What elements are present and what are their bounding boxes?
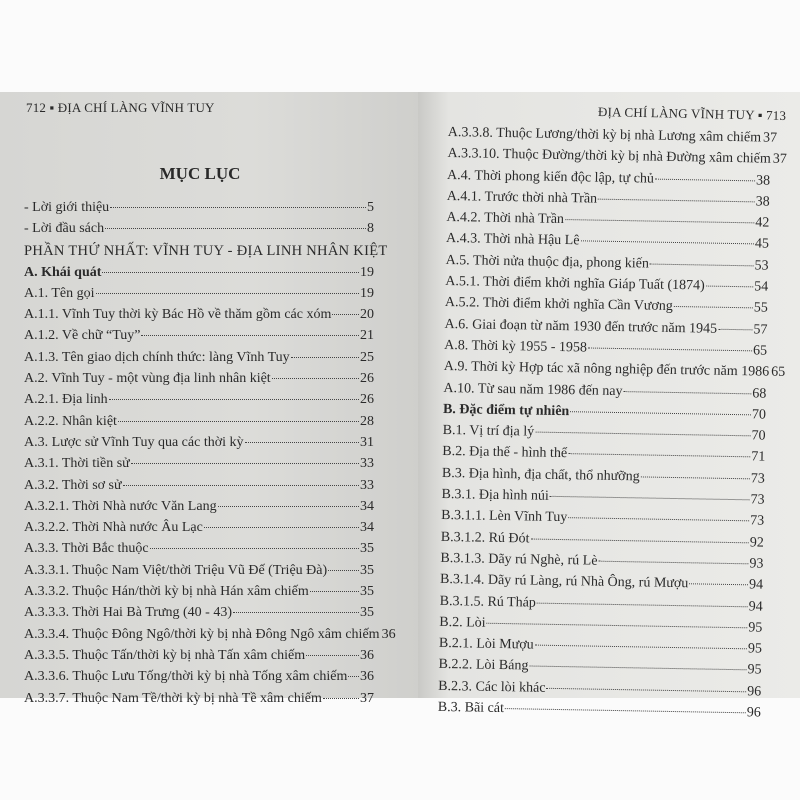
toc-entry-page: 94 — [748, 598, 763, 615]
toc-entry-page: 36 — [360, 647, 374, 663]
dot-leader — [102, 272, 359, 273]
dot-leader — [568, 518, 749, 522]
toc-entry-label: A.3.2.2. Thời Nhà nước Âu Lạc — [24, 520, 203, 536]
toc-entry-label: - Lời đầu sách — [24, 221, 105, 237]
toc-entry — [24, 200, 374, 221]
toc-entry-label: A.9. Thời kỳ Hợp tác xã nông nghiệp đến trước năm 1986 — [443, 359, 770, 380]
dot-leader — [529, 666, 746, 671]
toc-entry-label: A.3.3.7. Thuộc Nam Tề/thời kỳ bị nhà Tề xâm chiếm — [24, 690, 322, 706]
toc-entry-label: B.2.1. Lòi Mượu — [438, 636, 534, 653]
toc-entry-page: 96 — [747, 684, 762, 700]
toc-entry-label: A.3.3.4. Thuộc Đông Ngô/thời kỳ bị nhà Đông Ngô xâm chiếm — [24, 626, 380, 642]
toc-entry-page: 33 — [360, 456, 374, 472]
running-head-left: 712 ▪ ĐỊA CHÍ LÀNG VĨNH TUY — [26, 100, 215, 115]
toc-entry-page: 92 — [749, 534, 764, 551]
dot-leader — [310, 591, 359, 592]
dot-leader — [123, 485, 359, 486]
toc-entry — [24, 520, 374, 541]
toc-entry-page: 33 — [360, 477, 374, 493]
toc-entry-label: A.10. Từ sau năm 1986 đến nay — [443, 380, 623, 399]
dot-leader — [550, 496, 750, 500]
dot-leader — [537, 602, 748, 607]
toc-entry — [24, 392, 374, 413]
toc-entry-label: - Lời giới thiệu — [24, 200, 110, 215]
dot-leader — [598, 199, 755, 203]
dot-leader — [641, 476, 750, 479]
toc-entry-page: 37 — [360, 690, 374, 706]
toc-entry-label: A.4.2. Thời nhà Trần — [446, 210, 565, 228]
toc-entry-page: 35 — [360, 541, 374, 557]
toc-entry — [24, 541, 374, 562]
toc-entry-label: A.2.1. Địa linh — [24, 392, 108, 408]
dot-leader — [718, 328, 752, 330]
toc-entry-page: 55 — [753, 300, 768, 316]
toc-entry-page: 95 — [748, 620, 763, 636]
toc-entry-page: 8 — [367, 221, 374, 237]
dot-leader — [546, 688, 746, 692]
toc-entry-label: A.3.3.6. Thuộc Lưu Tống/thời kỳ bị nhà Tống xâm chiếm — [24, 669, 348, 685]
toc-entry-label: B.3.1. Địa hình núi — [441, 486, 550, 504]
toc-entry-label: A.5.1. Thời điểm khởi nghĩa Giáp Tuất (1874) — [445, 274, 705, 294]
toc-entry-page: 28 — [360, 413, 374, 429]
toc-entry-label: B.3.1.5. Rú Tháp — [439, 593, 537, 611]
toc-entry-label: B.3. Địa hình, địa chất, thổ nhưỡng — [441, 465, 640, 485]
toc-entry-page: 19 — [360, 264, 374, 280]
dot-leader — [624, 391, 752, 394]
toc-entry-page: 54 — [754, 279, 769, 295]
toc-entry-page: 25 — [360, 349, 374, 365]
dot-leader — [505, 708, 746, 713]
dot-leader — [487, 623, 748, 629]
toc-entry-label: B.2. Địa thế - hình thể — [442, 444, 568, 462]
dot-leader — [535, 432, 750, 437]
toc-entry — [24, 265, 374, 286]
toc-entry-page: 20 — [360, 307, 374, 323]
toc-entry-page: 35 — [360, 562, 374, 578]
toc-entry-page: 95 — [747, 662, 762, 678]
toc-entry — [24, 456, 374, 477]
toc-entry-page: 57 — [753, 322, 768, 338]
toc-entry-page: 31 — [360, 434, 374, 450]
toc-right — [437, 125, 787, 727]
toc-entry-label: B.2.2. Lòi Báng — [438, 657, 529, 674]
toc-entry-page: 73 — [750, 513, 765, 529]
dot-leader — [96, 293, 359, 294]
toc-entry-label: A.5. Thời nửa thuộc địa, phong kiến — [445, 252, 650, 272]
toc-entry-label: A.3. Lược sử Vĩnh Tuy qua các thời kỳ — [24, 434, 244, 450]
toc-entry-page: 65 — [752, 343, 768, 359]
toc-entry-label: A.3.3.10. Thuộc Đường/thời kỳ bị nhà Đường xâm chiếm — [447, 146, 771, 167]
toc-entry-page: 71 — [751, 449, 766, 466]
dot-leader — [109, 399, 359, 400]
dot-leader — [150, 548, 359, 549]
right-page — [418, 92, 800, 721]
toc-entry-label: A.3.2. Thời sơ sử — [24, 477, 122, 493]
toc-entry — [24, 286, 374, 307]
toc-entry-page: 26 — [360, 392, 374, 408]
toc-entry-page: 34 — [360, 520, 374, 536]
toc-entry-page: 38 — [755, 194, 770, 210]
dot-leader — [131, 463, 359, 464]
toc-entry-label: A. Khái quát — [24, 264, 102, 280]
toc-entry-page: 38 — [755, 172, 771, 189]
toc-entry-label: A.3.3. Thời Bắc thuộc — [24, 541, 149, 557]
dot-leader — [328, 570, 359, 571]
dot-leader — [323, 698, 359, 699]
toc-entry-page: 21 — [360, 328, 374, 344]
toc-entry-page: 35 — [360, 584, 374, 600]
toc-entry-label: A.1.2. Về chữ “Tuy” — [24, 328, 141, 344]
page-title: MỤC LỤC — [159, 164, 241, 183]
dot-leader — [689, 584, 748, 586]
toc-entry-label: A.3.3.3. Thời Hai Bà Trưng (40 - 43) — [24, 605, 233, 621]
toc-entry-label: A.3.3.5. Thuộc Tấn/thời kỳ bị nhà Tấn xâm chiếm — [24, 647, 306, 663]
toc-entry — [24, 584, 374, 605]
dot-leader — [580, 241, 753, 245]
toc-entry-page: 95 — [747, 641, 763, 657]
dot-leader — [291, 357, 359, 358]
toc-entry-page: 45 — [754, 236, 770, 253]
toc-entry — [24, 648, 374, 669]
toc-entry-label: A.2.2. Nhân kiệt — [24, 413, 117, 429]
dot-leader — [110, 207, 366, 208]
dot-leader — [105, 228, 366, 229]
toc-entry-label: A.3.3.1. Thuộc Nam Việt/thời Triệu Vũ Đế (Triệu Đà) — [24, 562, 328, 578]
dot-leader — [598, 561, 748, 565]
dot-leader — [568, 454, 750, 458]
toc-entry — [24, 350, 374, 371]
toc-entry — [24, 499, 374, 520]
dot-leader — [272, 378, 359, 379]
toc-entry-page: 35 — [360, 605, 374, 621]
toc-entry-page: 26 — [360, 371, 374, 387]
dot-leader — [306, 655, 359, 656]
toc-entry-page: 42 — [755, 215, 770, 231]
toc-entry-label: A.1. Tên gọi — [24, 285, 95, 301]
dot-leader — [332, 314, 359, 315]
toc-entry-page: 68 — [752, 385, 767, 402]
toc-entry — [24, 414, 374, 435]
toc-entry-label: A.6. Giai đoạn từ năm 1930 đến trước năm 1945 — [444, 316, 718, 337]
toc-entry-label: B. Đặc điểm tự nhiên — [442, 401, 570, 420]
dot-leader — [565, 219, 754, 223]
dot-leader — [535, 645, 747, 650]
toc-entry-label: A.4. Thời phong kiến độc lập, tự chủ — [446, 167, 655, 187]
toc-entry-page: 70 — [751, 407, 767, 423]
toc-entry-page: 19 — [360, 285, 374, 301]
toc-entry-label: B.3.1.3. Dãy rú Nghè, rú Lè — [440, 550, 598, 569]
dot-leader — [650, 263, 754, 266]
toc-entry-label: A.2. Vĩnh Tuy - một vùng địa linh nhân kiệt — [24, 371, 271, 387]
dot-leader — [245, 442, 360, 443]
dot-leader — [570, 411, 751, 415]
dot-leader — [141, 335, 359, 336]
toc-entry-label: A.1.1. Vĩnh Tuy thời kỳ Bác Hồ về thăm gồm các xóm — [24, 307, 332, 323]
toc-entry-page: 93 — [749, 556, 764, 572]
toc-entry — [24, 328, 374, 349]
toc-entry-label: A.3.2.1. Thời Nhà nước Văn Lang — [24, 498, 217, 514]
dot-leader — [655, 178, 755, 181]
toc-entry-label: B.3. Bãi cát — [437, 699, 505, 717]
toc-entry-page: 53 — [754, 258, 769, 274]
toc-entry-page: 36 — [381, 626, 396, 642]
toc-entry — [24, 307, 374, 328]
running-head-right: ĐỊA CHÍ LÀNG VĨNH TUY ▪ 713 — [597, 104, 787, 123]
toc-entry-label: A.4.1. Trước thời nhà Trần — [446, 188, 598, 207]
toc-entry — [438, 700, 761, 727]
toc-entry-label: B.3.1.1. Lèn Vĩnh Tuy — [441, 508, 568, 526]
dot-leader — [348, 676, 359, 677]
toc-entry-page: 5 — [367, 200, 374, 215]
dot-leader — [218, 506, 359, 507]
dot-leader — [118, 421, 359, 422]
toc-entry — [24, 626, 396, 648]
toc-entry-page: 65 — [771, 364, 786, 381]
toc-left — [24, 200, 396, 712]
toc-entry-label: B.3.1.2. Rú Đót — [440, 529, 530, 547]
toc-entry-page: 70 — [751, 428, 766, 444]
dot-leader — [706, 286, 753, 288]
toc-entry — [24, 563, 374, 584]
toc-entry-label: A.1.3. Tên giao dịch chính thức: làng Vĩnh Tuy — [24, 349, 290, 365]
toc-entry-page: 94 — [748, 577, 764, 593]
left-page — [0, 92, 418, 706]
part-heading: PHẦN THỨ NHẤT: VĨNH TUY - ĐỊA LINH NHÂN KIỆT — [24, 242, 388, 259]
toc-entry — [24, 605, 374, 626]
toc-entry-label: A.3.3.2. Thuộc Hán/thời kỳ bị nhà Hán xâm chiếm — [24, 584, 309, 600]
toc-entry-label: B.1. Vị trí địa lý — [442, 423, 535, 440]
toc-entry-page: 73 — [750, 492, 765, 508]
dot-leader — [588, 347, 752, 351]
toc-entry-page: 73 — [750, 471, 766, 487]
toc-entry — [24, 691, 374, 712]
dot-leader — [204, 527, 359, 528]
toc-entry-label: B.3.1.4. Dãy rú Làng, rú Nhà Ông, rú Mượu — [439, 572, 689, 592]
dot-leader — [233, 612, 359, 613]
toc-entry — [24, 478, 374, 499]
toc-entry — [24, 221, 374, 242]
toc-entry-label: A.3.1. Thời tiền sử — [24, 456, 130, 472]
toc-entry-page: 34 — [360, 498, 374, 514]
toc-entry-page: 37 — [762, 130, 778, 146]
toc-entry-label: B.2.3. Các lòi khác — [438, 678, 546, 696]
toc-entry-label: A.4.3. Thời nhà Hậu Lê — [445, 231, 580, 249]
toc-entry-label: A.3.3.8. Thuộc Lương/thời kỳ bị nhà Lương xâm chiếm — [447, 125, 762, 146]
toc-entry — [24, 371, 374, 392]
dot-leader — [530, 538, 748, 543]
toc-entry — [24, 435, 374, 456]
toc-entry-label: A.5.2. Thời điểm khởi nghĩa Cần Vương — [444, 295, 673, 315]
toc-entry-page: 36 — [360, 669, 374, 685]
dot-leader — [674, 306, 753, 308]
toc-entry-page: 96 — [746, 705, 761, 721]
toc-entry — [24, 669, 374, 690]
toc-entry-label: A.8. Thời kỳ 1955 - 1958 — [444, 337, 588, 356]
toc-entry-label: B.2. Lòi — [439, 614, 486, 631]
toc-entry-page: 37 — [772, 151, 787, 168]
